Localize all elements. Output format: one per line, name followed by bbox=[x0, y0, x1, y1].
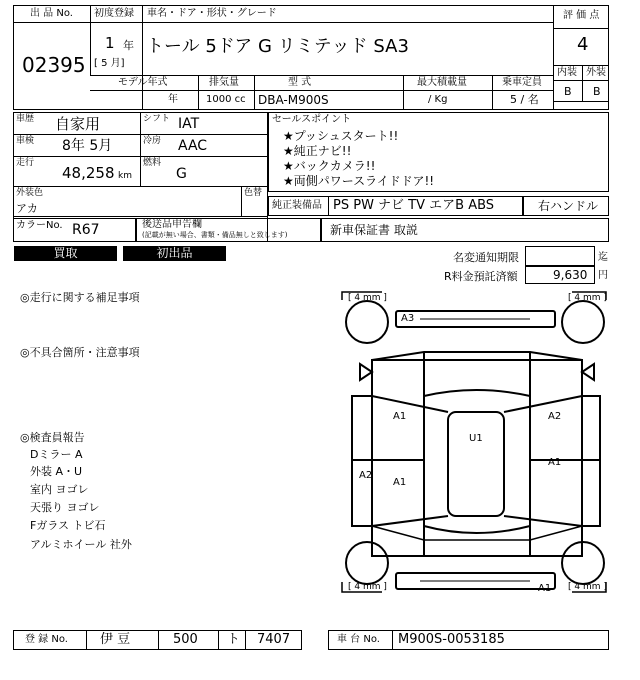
year-unit: 年 bbox=[123, 39, 134, 52]
color-no-value: R67 bbox=[72, 222, 100, 238]
reg-kana: ト bbox=[227, 632, 241, 647]
model-year-unit: 年 bbox=[168, 94, 178, 105]
recycle-unit: 円 bbox=[598, 270, 608, 281]
report-item: 外装 A・U bbox=[30, 465, 83, 478]
tire-rear-left: [ 4 mm ] bbox=[348, 582, 387, 592]
shift-value: IAT bbox=[178, 116, 200, 132]
docs-label: 後送品申告欄 bbox=[142, 219, 202, 230]
wheel-front-right bbox=[562, 301, 604, 343]
mileage-label: 走行 bbox=[16, 158, 35, 168]
damage-mark-left-side: A2 bbox=[359, 470, 373, 481]
sales-point: ★バックカメラ!! bbox=[283, 159, 376, 173]
defect-notes-label: ◎不具合箇所・注意事項 bbox=[20, 346, 140, 359]
driving-notes-label: ◎走行に関する補足事項 bbox=[20, 291, 140, 304]
exterior-label: 外装 bbox=[586, 67, 606, 78]
load-label: 最大積載量 bbox=[417, 77, 467, 88]
report-item: Fガラス トビ石 bbox=[30, 519, 106, 532]
color-value: アカ bbox=[16, 202, 38, 215]
name-change-label: 名変通知期限 bbox=[453, 251, 519, 264]
mileage-unit: km bbox=[118, 171, 132, 181]
type-value: DBA-M900S bbox=[258, 93, 329, 107]
first-listing-badge: 初出品 bbox=[123, 246, 226, 261]
reg-number: 7407 bbox=[257, 632, 291, 647]
report-item: Dミラー A bbox=[30, 448, 83, 461]
car-name: トール 5ドア G リミテッド SA3 bbox=[146, 36, 409, 57]
interior-label: 内装 bbox=[557, 67, 577, 78]
color-no-label: カラーNo. bbox=[16, 220, 63, 231]
damage-mark-roof: U1 bbox=[469, 433, 483, 444]
report-item: 天張り ヨゴレ bbox=[30, 501, 100, 514]
inspector-report-label: ◎検査員報告 bbox=[20, 431, 85, 444]
wheel-front-left bbox=[346, 301, 388, 343]
tire-rear-right: [ 4 mm ] bbox=[568, 582, 607, 592]
report-item: アルミホイール 社外 bbox=[30, 538, 132, 551]
reg-class-no: 500 bbox=[173, 632, 198, 647]
fuel-label: 燃料 bbox=[143, 158, 162, 168]
report-item: 室内 ヨゴレ bbox=[30, 483, 89, 496]
first-reg-label: 初度登録 bbox=[94, 8, 134, 19]
ac-value: AAC bbox=[178, 138, 208, 154]
damage-mark-left-front: A1 bbox=[393, 411, 407, 422]
color-change-label: 色替 bbox=[244, 188, 263, 198]
damage-mark-right-rear: A1 bbox=[548, 457, 562, 468]
mileage-value: 48,258 bbox=[62, 164, 115, 182]
name-change-box bbox=[525, 246, 595, 266]
sales-point: ★両側パワースライドドア!! bbox=[283, 174, 435, 188]
color-label: 外装色 bbox=[16, 188, 44, 198]
equipment-value: PS PW ナビ TV エアB ABS bbox=[333, 198, 495, 213]
exterior-grade: B bbox=[593, 85, 601, 98]
sales-point: ★プッシュスタート!! bbox=[283, 129, 399, 143]
car-damage-diagram bbox=[336, 288, 612, 614]
interior-grade: B bbox=[564, 85, 572, 98]
recycle-value: 9,630 bbox=[553, 268, 588, 282]
name-change-unit: 迄 bbox=[598, 252, 608, 263]
damage-mark-rear-bumper: A1 bbox=[538, 583, 552, 594]
model-year-label: モデル年式 bbox=[118, 77, 168, 88]
tire-front-left: [ 4 mm ] bbox=[348, 293, 387, 303]
history-value: 自家用 bbox=[55, 115, 101, 133]
first-reg-year: 1 bbox=[105, 34, 115, 52]
capacity-value: 5 / 名 bbox=[510, 93, 539, 106]
load-value: / Kg bbox=[428, 94, 448, 105]
reg-region: 伊 豆 bbox=[100, 632, 131, 647]
tire-front-right: [ 4 mm ] bbox=[568, 293, 607, 303]
car-name-label: 車名・ドア・形状・グレード bbox=[147, 8, 277, 19]
steering-value: 右ハンドル bbox=[538, 199, 599, 213]
buy-badge: 買取 bbox=[14, 246, 117, 261]
shift-label: シフト bbox=[143, 114, 171, 124]
lot-number: 02395 bbox=[22, 53, 86, 77]
inspection-label: 車検 bbox=[16, 136, 35, 146]
type-label: 型 式 bbox=[288, 77, 312, 88]
equipment-label: 純正装備品 bbox=[272, 200, 322, 211]
chassis-number: M900S-0053185 bbox=[398, 632, 505, 647]
recycle-label: R料金預託済額 bbox=[444, 270, 518, 283]
ac-label: 冷房 bbox=[143, 136, 162, 146]
displacement-value: 1000 cc bbox=[206, 94, 246, 105]
warranty-value: 新車保証書 取説 bbox=[330, 223, 418, 237]
history-label: 車歴 bbox=[16, 114, 35, 124]
displacement-label: 排気量 bbox=[209, 77, 239, 88]
damage-mark-left-rear: A1 bbox=[393, 477, 407, 488]
fuel-value: G bbox=[176, 166, 187, 182]
lot-label: 出 品 No. bbox=[30, 8, 73, 19]
sales-point: ★純正ナビ!! bbox=[283, 144, 352, 158]
capacity-label: 乗車定員 bbox=[502, 77, 542, 88]
wheel-rear-left bbox=[346, 542, 388, 584]
sales-points-title: セールスポイント bbox=[272, 114, 352, 125]
chassis-label: 車 台 No. bbox=[337, 634, 380, 645]
grade-value: 4 bbox=[577, 34, 589, 55]
damage-mark-front-bumper: A3 bbox=[401, 313, 415, 324]
grade-label: 評 価 点 bbox=[563, 10, 600, 21]
first-reg-month: [ 5 月] bbox=[94, 58, 125, 69]
inspection-value: 8年 5月 bbox=[62, 138, 113, 154]
reg-no-label: 登 録 No. bbox=[25, 634, 68, 645]
docs-note: (記載が無い場合、書類・備品無しと致します) bbox=[142, 231, 288, 239]
damage-mark-right-front: A2 bbox=[548, 411, 562, 422]
